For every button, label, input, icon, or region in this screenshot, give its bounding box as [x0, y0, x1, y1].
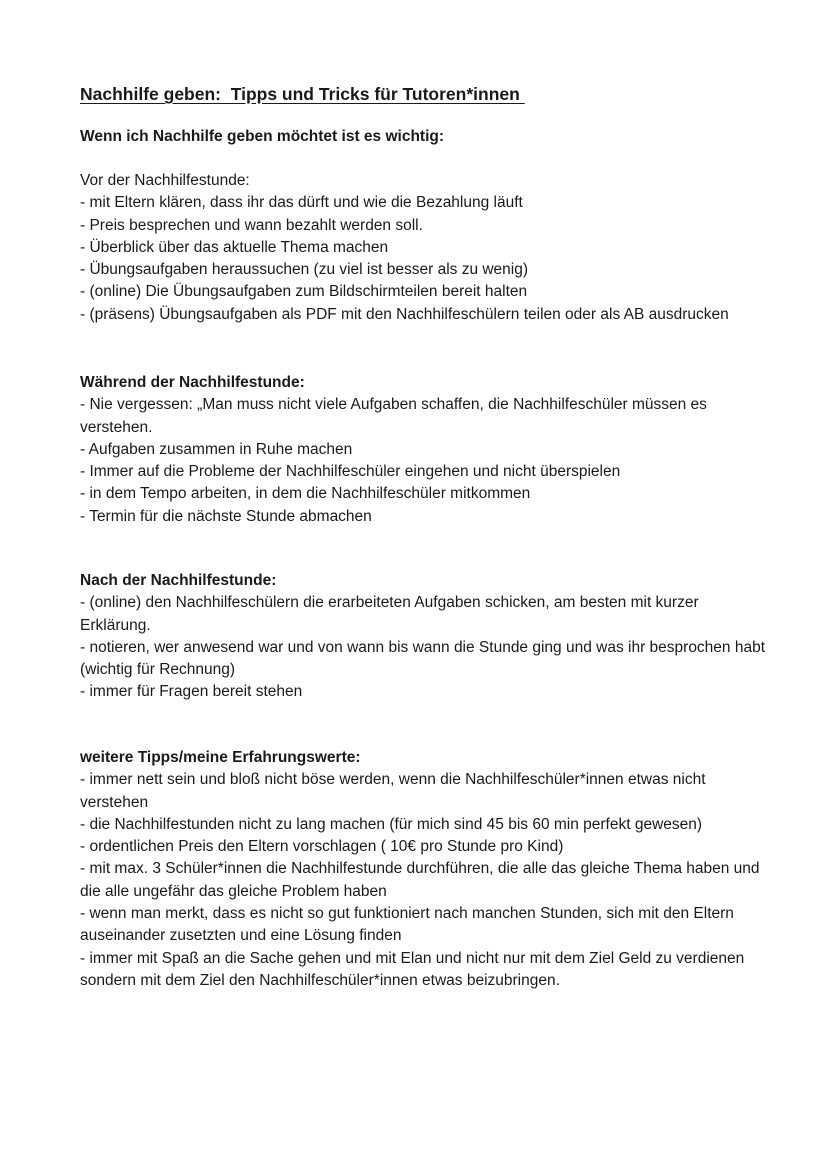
- section-before-lesson: [80, 170, 770, 326]
- section-further-tips: [80, 747, 770, 992]
- list-item: - immer nett sein und bloß nicht böse werden, wenn die Nachhilfeschüler*innen etwas nicht verstehen: [80, 771, 706, 811]
- section-list: [80, 769, 770, 992]
- list-item: - Immer auf die Probleme der Nachhilfeschüler eingehen und nicht überspielen: [80, 463, 621, 481]
- list-item: - Nie vergessen: „Man muss nicht viele Aufgaben schaffen, die Nachhilfeschüler müssen es verstehen.: [80, 396, 707, 436]
- list-item: - in dem Tempo arbeiten, in dem die Nachhilfeschüler mitkommen: [80, 485, 531, 503]
- list-item: - immer mit Spaß an die Sache gehen und mit Elan und nicht nur mit dem Ziel Geld zu verdienen sondern mit dem Ziel den Nachhilfeschüler*innen etwas beizubringen.: [80, 949, 745, 989]
- list-item: - Aufgaben zusammen in Ruhe machen: [80, 440, 353, 458]
- section-during-lesson: [80, 372, 770, 528]
- list-item: - immer für Fragen bereit stehen: [80, 683, 303, 701]
- list-item: - Termin für die nächste Stunde abmachen: [80, 507, 372, 525]
- section-list: [80, 592, 770, 703]
- list-item: - die Nachhilfestunden nicht zu lang machen (für mich sind 45 bis 60 min perfekt gewesen): [80, 815, 703, 833]
- section-list: [80, 192, 770, 326]
- document-title: Nachhilfe geben: Tipps und Tricks für Tutoren*innen: [80, 84, 525, 104]
- list-item: - notieren, wer anwesend war und von wann bis wann die Stunde ging und was ihr besprochen habt (wichtig für Rechnung): [80, 638, 766, 679]
- list-item: - ordentlichen Preis den Eltern vorschlagen ( 10€ pro Stunde pro Kind): [80, 838, 564, 856]
- section-list: [80, 394, 770, 528]
- document-intro: Wenn ich Nachhilfe geben möchtet ist es wichtig:: [80, 128, 445, 145]
- list-item: - mit Eltern klären, dass ihr das dürft und wie die Bezahlung läuft: [80, 194, 523, 212]
- list-item: - Übungsaufgaben heraussuchen (zu viel ist besser als zu wenig): [80, 261, 529, 279]
- section-heading: Vor der Nachhilfestunde:: [80, 172, 250, 189]
- list-item: - (online) Die Übungsaufgaben zum Bildschirmteilen bereit halten: [80, 283, 528, 301]
- list-item: - (online) den Nachhilfeschülern die erarbeiteten Aufgaben schicken, am besten mit kurzer Erklärung.: [80, 594, 699, 634]
- list-item: - mit max. 3 Schüler*innen die Nachhilfestunde durchführen, die alle das gleiche Thema haben und die alle ungefähr das gleiche Problem haben: [80, 860, 760, 900]
- section-heading: Während der Nachhilfestunde:: [80, 374, 305, 391]
- list-item: - wenn man merkt, dass es nicht so gut funktioniert nach manchen Stunden, sich mit den Eltern auseinander zusetzten und eine Lösung finden: [80, 905, 734, 945]
- section-after-lesson: [80, 570, 770, 704]
- list-item: - (präsens) Übungsaufgaben als PDF mit den Nachhilfeschülern teilen oder als AB ausdrucken: [80, 305, 729, 323]
- list-item: - Preis besprechen und wann bezahlt werden soll.: [80, 216, 423, 234]
- section-heading: Nach der Nachhilfestunde:: [80, 572, 277, 589]
- list-item: - Überblick über das aktuelle Thema machen: [80, 238, 389, 256]
- section-heading: weitere Tipps/meine Erfahrungswerte:: [80, 749, 361, 766]
